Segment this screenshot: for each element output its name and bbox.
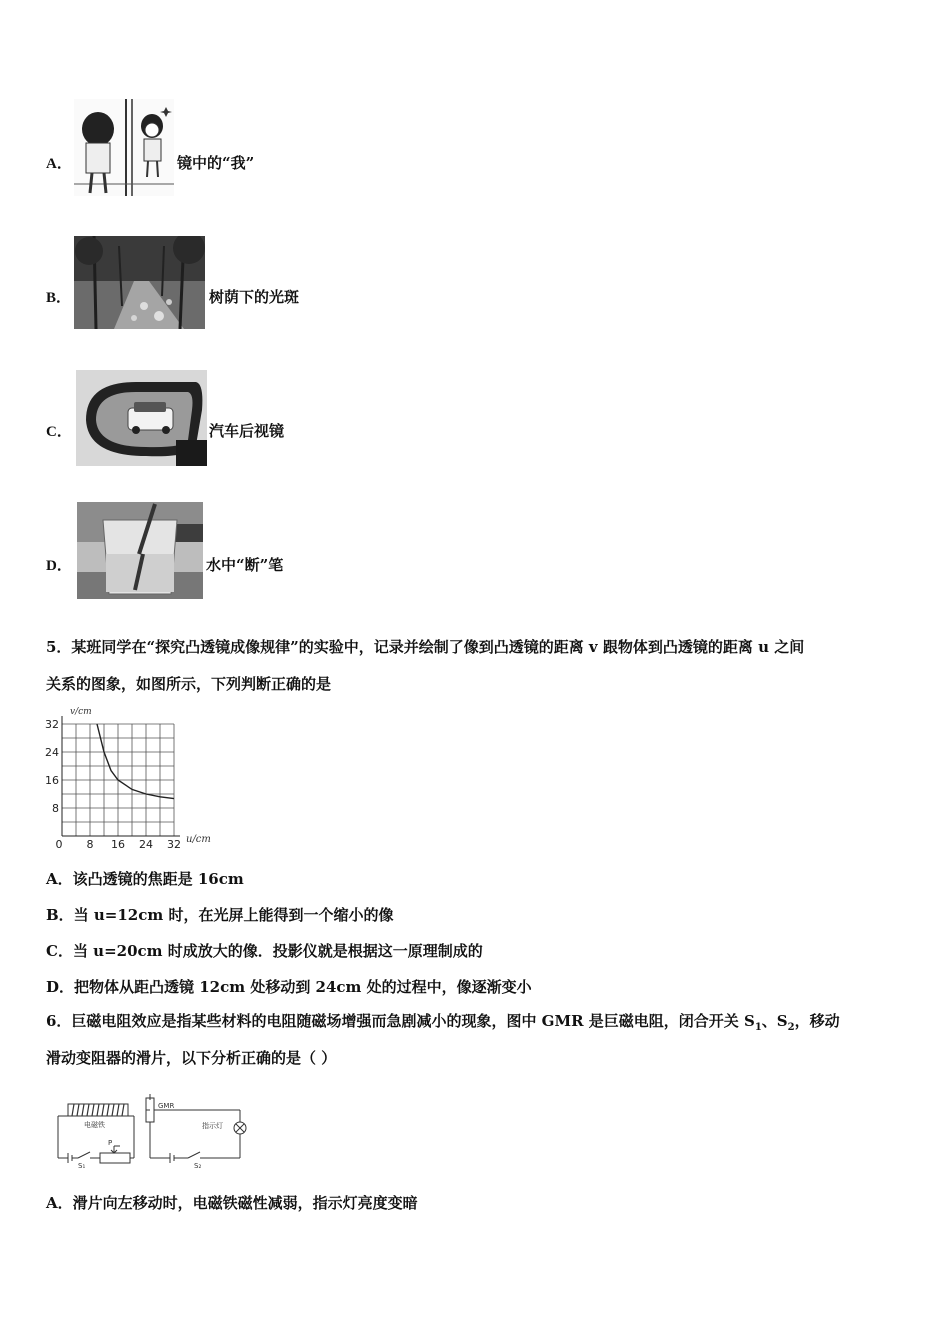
y-tick-label: 8 xyxy=(52,802,59,815)
option-b-caption: 树荫下的光斑 xyxy=(209,288,300,306)
option-a-caption: 镜中的“我” xyxy=(177,154,255,172)
x-axis-label: u/cm xyxy=(186,834,211,845)
x-tick-label: 32 xyxy=(167,838,181,848)
q5-stem-line2: 关系的图象，如图所示，下列判断正确的是 xyxy=(46,675,332,693)
y-tick-label: 32 xyxy=(45,718,59,731)
switch-s1 xyxy=(78,1152,90,1158)
x-tick-label: 0 xyxy=(55,838,63,848)
q5-stem-line1: 5．某班同学在“探究凸透镜成像规律”的实验中，记录并绘制了像到凸透镜的距离 v 跟物体到凸透镜的距离 u 之间 xyxy=(46,638,805,656)
q6-stem-tail: ，移动 xyxy=(794,1012,840,1030)
q6-option-a: A．滑片向左移动时，电磁铁磁性减弱，指示灯亮度变暗 xyxy=(46,1194,418,1212)
option-d-caption: 水中“断”笔 xyxy=(206,556,284,574)
s2-subscript: 2 xyxy=(787,1022,795,1033)
broken-pencil-image xyxy=(77,502,203,599)
s1-subscript: 1 xyxy=(754,1022,762,1033)
x-tick-label: 24 xyxy=(139,838,153,848)
lamp-label: 指示灯 xyxy=(202,1122,223,1130)
mirror-girl-image xyxy=(74,99,174,196)
q5-option-b: B．当 u=12cm 时，在光屏上能得到一个缩小的像 xyxy=(46,906,394,924)
rheostat xyxy=(100,1153,130,1163)
q5-option-d: D．把物体从距凸透镜 12cm 处移动到 24cm 处的过程中，像逐渐变小 xyxy=(46,978,532,996)
chart-axes xyxy=(62,716,180,836)
x-tick-label: 8 xyxy=(86,838,94,848)
q5-option-c: C．当 u=20cm 时成放大的像．投影仪就是根据这一原理制成的 xyxy=(46,942,483,960)
y-tick-label: 16 xyxy=(45,774,59,787)
v-u-curve xyxy=(97,724,174,799)
q6-stem-sep: 、S xyxy=(761,1012,788,1030)
s2-label: S₂ xyxy=(194,1162,202,1170)
y-axis-label: v/cm xyxy=(70,707,92,717)
car-mirror-image xyxy=(76,370,207,466)
y-tick-label: 24 xyxy=(45,746,59,759)
x-tick-label: 16 xyxy=(111,838,125,848)
option-b-letter: B． xyxy=(46,290,72,306)
uv-chart xyxy=(40,702,220,848)
electromagnet-label: 电磁铁 xyxy=(84,1121,105,1129)
q5-option-a: A．该凸透镜的焦距是 16cm xyxy=(46,870,244,888)
gmr-circuit-diagram xyxy=(50,1094,250,1170)
option-a-letter: A． xyxy=(46,156,72,172)
q6-stem-text: 6．巨磁电阻效应是指某些材料的电阻随磁场增强而急剧减小的现象，图中 GMR 是巨磁电阻，闭合开关 S xyxy=(46,1012,755,1030)
option-d-letter: D． xyxy=(46,558,72,574)
p-label: P xyxy=(108,1139,113,1147)
gmr-label: GMR xyxy=(158,1102,175,1110)
s1-label: S₁ xyxy=(78,1162,86,1170)
switch-s2 xyxy=(188,1152,200,1158)
tree-shade-image xyxy=(74,236,205,329)
option-c-caption: 汽车后视镜 xyxy=(209,422,285,440)
option-c-letter: C． xyxy=(46,424,72,440)
q6-stem-line2: 滑动变阻器的滑片，以下分析正确的是（ ） xyxy=(46,1049,337,1067)
